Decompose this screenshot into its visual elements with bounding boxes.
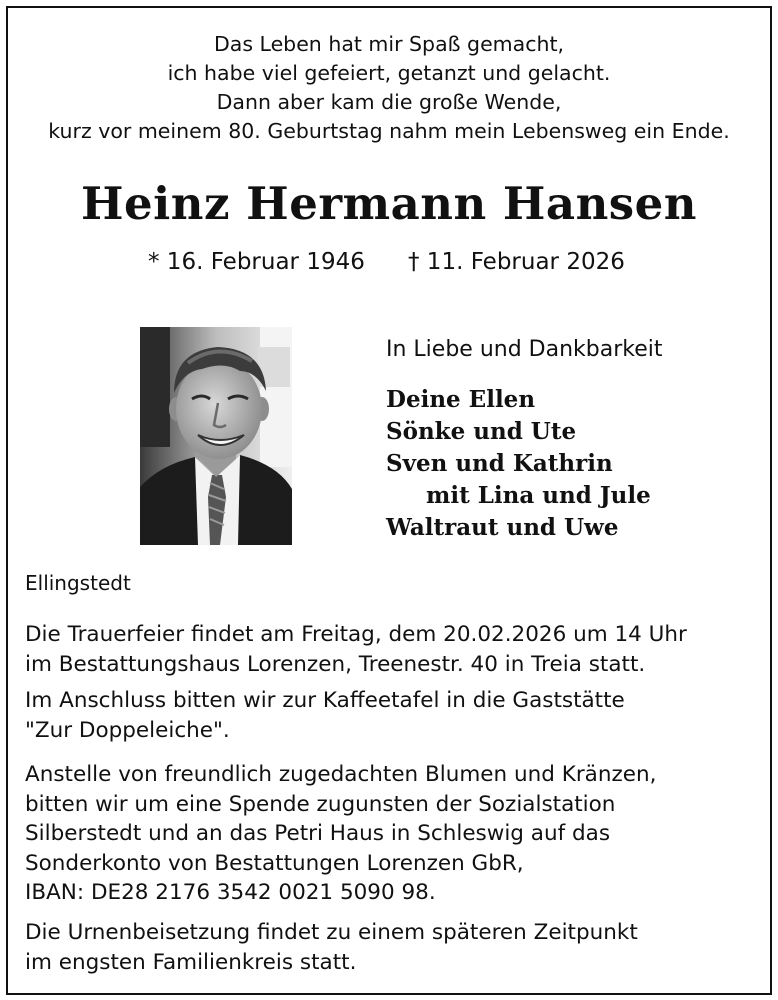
poem-line: Das Leben hat mir Spaß gemacht, <box>213 32 565 56</box>
text-line: bitten wir um eine Spende zugunsten der Sozialstation <box>25 791 616 817</box>
text-line: Die Trauerfeier findet am Freitag, dem 20.02.2026 um 14 Uhr <box>25 622 687 647</box>
deceased-name: Heinz Hermann Hansen <box>81 177 697 230</box>
ceremony-paragraph <box>25 620 687 679</box>
place-name: Ellingstedt <box>25 571 131 595</box>
portrait-photo <box>140 327 292 545</box>
birth-date: * 16. Februar 1946 <box>148 249 365 275</box>
closing-phrase: In Liebe und Dankbarkeit <box>386 337 663 362</box>
mourner-line: Sven und Kathrin <box>386 450 613 477</box>
death-date: † 11. Februar 2026 <box>408 249 625 275</box>
text-line: im Bestattungshaus Lorenzen, Treenestr. 40 in Treia statt. <box>25 651 646 677</box>
coffee-paragraph <box>25 686 625 745</box>
poem-line: ich habe viel gefeiert, getanzt und gelacht. <box>167 61 611 85</box>
iban-line: IBAN: DE28 2176 3542 0021 5090 98. <box>25 880 436 905</box>
mourner-line: Sönke und Ute <box>386 418 577 445</box>
poem-line: Dann aber kam die große Wende, <box>216 90 562 114</box>
mourner-line: Waltraut und Uwe <box>386 514 619 541</box>
mourners-list <box>386 384 651 544</box>
urn-burial-paragraph <box>25 918 638 977</box>
mourner-line: Deine Ellen <box>386 386 536 413</box>
mourner-line: mit Lina und Jule <box>426 482 651 509</box>
text-line: Anstelle von freundlich zugedachten Blumen und Kränzen, <box>25 762 657 787</box>
text-line: Silberstedt und an das Petri Haus in Schleswig auf das <box>25 821 611 846</box>
text-line: "Zur Doppeleiche". <box>25 717 230 743</box>
memorial-poem <box>0 30 778 146</box>
text-line: Die Urnenbeisetzung findet zu einem späteren Zeitpunkt <box>25 920 638 945</box>
text-line: Sonderkonto von Bestattungen Lorenzen GbR, <box>25 850 524 876</box>
poem-line: kurz vor meinem 80. Geburtstag nahm mein Lebensweg ein Ende. <box>48 119 730 143</box>
donation-paragraph <box>25 760 656 908</box>
text-line: Im Anschluss bitten wir zur Kaffeetafel in die Gaststätte <box>25 688 625 713</box>
text-line: im engsten Familienkreis statt. <box>25 949 357 975</box>
